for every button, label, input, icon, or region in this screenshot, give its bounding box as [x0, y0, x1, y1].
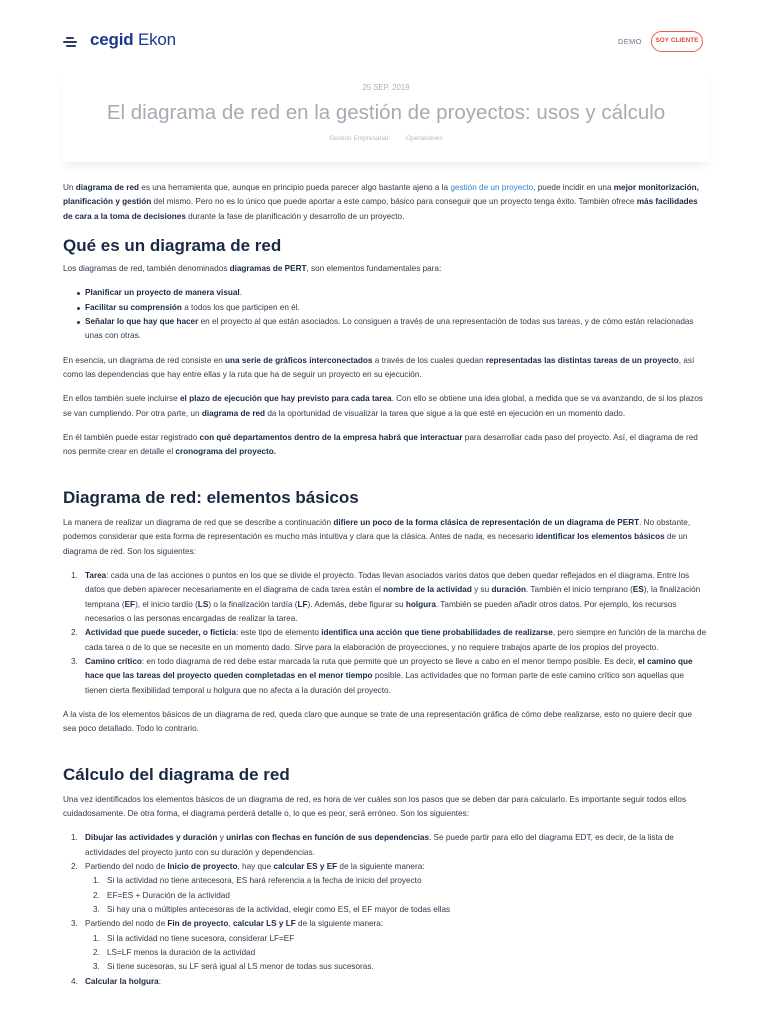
- demo-link[interactable]: DEMO: [618, 37, 642, 46]
- article-title: El diagrama de red en la gestión de proyectos: usos y cálculo: [106, 101, 666, 124]
- list-item: Facilitar su comprensión a todos los que participen en él.: [77, 301, 707, 315]
- numbered-list: [71, 831, 707, 989]
- hamburger-menu-icon[interactable]: [63, 36, 79, 48]
- brand-logo[interactable]: [90, 28, 176, 52]
- numbered-list: [71, 569, 707, 698]
- list-item: 4. Calcular la holgura:: [71, 976, 161, 986]
- list-item: 2. Partiendo del nodo de Inicio de proyecto, hay que calcular ES y EF de la siguiente manera: 1. Si la actividad no tiene antecesora, ES hará referencia a la fecha de inicio del proyecto 2. EF=ES + Duración de la actividad 3. Si hay una o múltiples antecesoras de la actividad, elegir como ES, el EF mayor de todas ellas: [77, 860, 707, 917]
- paragraph: En esencia, un diagrama de red consiste en una serie de gráficos interconectados a través de los cuales quedan representadas las distintas tareas de un proyecto, así como las dependencias que hay entre ellas y la ruta que ha de seguir un proyecto en su ejecución.: [63, 355, 695, 380]
- site-header: [0, 0, 768, 82]
- list-item: 3. Partiendo del nodo de Fin de proyecto, calcular LS y LF de la siguiente manera: 1. Si la actividad no tiene sucesora, considerar LF=EF 2. LS=LF menos la duración de la actividad 3. Si tiene sucesoras, su LF será igual al LS menor de todas sus sucesoras.: [77, 917, 707, 974]
- paragraph: A la vista de los elementos básicos de un diagrama de red, queda claro que aunque se trate de una representación gráfica de cómo debe realizarse, esto no quiere decir que sea poco detallado. Todo lo contrario.: [63, 709, 693, 734]
- section-heading: Diagrama de red: elementos básicos: [63, 487, 359, 507]
- sub-list: [93, 874, 707, 917]
- section-heading: Cálculo del diagrama de red: [63, 764, 290, 784]
- logo-brand: cegid: [90, 30, 134, 49]
- intro-paragraph: Un diagrama de red es una herramienta que, aunque en principio pueda parecer algo bastante ajeno a la gestión de un proyecto, puede incidir en una mejor monitorización, planificación y gestión del mismo. Pero no es lo único que puede aportar a este campo, básico para conseguir que un proyecto tenga éxito. También ofrece más facilidades de cara a la toma de decisiones durante la fase de planificación y desarrollo de un proyecto.: [63, 183, 699, 221]
- list-item: Planificar un proyecto de manera visual.: [77, 286, 707, 300]
- list-item: 1. Tarea: cada una de las acciones o puntos en los que se divide el proyecto. Todas llevan asociados varios datos que deben quedar reflejados en el diagrama. Entre los datos que deben aparecer necesariamente en el diagrama de cada tarea están el nombre de la actividad y su duración. También el inicio temprano (ES), la finalización temprana (EF), el inicio tardío (LS) o la finalización tardía (LF). Además, debe figurar su holgura. También se pueden añadir otros datos. Por ejemplo, los recursos necesarios o las personas encargadas de realizar la tarea.: [71, 570, 701, 623]
- article-tags: [63, 133, 709, 144]
- article-date: 25 SEP. 2019: [362, 83, 410, 92]
- paragraph: La manera de realizar un diagrama de red que se describe a continuación difiere un poco de la forma clásica de representación de un diagrama de PERT. No obstante, podemos considerar que esta forma de representación es mucho más intuitiva y clara que la clásica. Antes de nada, es necesario identificar los elementos básicos de un diagrama de red. Son los siguientes:: [63, 517, 691, 556]
- sub-list-item: 3. Si tiene sucesoras, su LF será igual al LS menor de todas sus sucesoras.: [93, 962, 374, 972]
- list-item: 1. Dibujar las actividades y duración y unirlas con flechas en función de sus dependencias. Se puede partir para ello del diagrama EDT, es decir, de la lista de actividades del proyecto junto con su duración y dependencias.: [71, 833, 674, 857]
- bullet-list: [77, 286, 707, 343]
- sub-list-item: 2. EF=ES + Duración de la actividad: [93, 890, 230, 900]
- tag-link[interactable]: Gestión Empresarial: [329, 135, 389, 142]
- project-management-link[interactable]: gestión de un proyecto: [450, 183, 534, 192]
- sub-list: [93, 932, 707, 975]
- article-body: [63, 181, 707, 999]
- tag-link[interactable]: Operaciones: [405, 135, 443, 142]
- paragraph: En ellos también suele incluirse el plazo de ejecución que hay previsto para cada tarea. Con ello se obtiene una idea global, a medida que se va avanzando, de si los plazos se van cumpliendo. Por otra parte, un diagrama de red da la oportunidad de visualizar la tarea que sigue a la que esté en ejecución en un momento dado.: [63, 394, 703, 418]
- list-item: 3. Camino crítico: en todo diagrama de red debe estar marcada la ruta que permite que un proyecto se lleve a cabo en el menor tiempo posible. Es decir, el camino que hace que las tareas del proyecto queden completadas en el menor tiempo posible. Las actividades que no forman parte de este camino crítico son aquellas que tienen cierta flexibilidad temporal u holgura que no afecta a la duración del proyecto.: [71, 656, 693, 695]
- logo-product: Ekon: [137, 30, 176, 49]
- sub-list-item: 1. Si la actividad no tiene antecesora, ES hará referencia a la fecha de inicio del proyecto: [93, 876, 422, 886]
- list-item: 2. Actividad que puede suceder, o ficticia: este tipo de elemento identifica una acción que tiene probabilidades de realizarse, pero siempre en función de la marcha de cada tarea o de lo que se necesite en un momento dado. Sirve para la elaboración de proyecciones, y no requiere trabajos aparte de los propios del proyecto.: [71, 628, 707, 652]
- soy-cliente-button[interactable]: SOY CLIENTE: [651, 31, 703, 52]
- paragraph: Los diagramas de red, también denominados diagramas de PERT, son elementos fundamentales para:: [63, 264, 442, 274]
- paragraph: Una vez identificados los elementos básicos de un diagrama de red, es hora de ver cuáles son los pasos que se deben dar para calcularlo. Es importante seguir todos ellos cuidadosamente. De otra forma, el diagrama perderá detalle o, lo que es peor, será erróneo. Son los siguientes:: [63, 794, 687, 818]
- sub-list-item: 2. LS=LF menos la duración de la actividad: [93, 948, 256, 958]
- sub-list-item: 3. Si hay una o múltiples antecesoras de la actividad, elegir como ES, el EF mayor de todas ellas: [93, 905, 451, 915]
- paragraph: En él también puede estar registrado con qué departamentos dentro de la empresa habrá que interactuar para desarrollar cada paso del proyecto. Así, el diagrama de red nos permite crear en detalle el cronograma del proyecto.: [63, 433, 698, 457]
- section-heading: Qué es un diagrama de red: [63, 236, 282, 256]
- list-item: Señalar lo que hay que hacer en el proyecto al que están asociados. Lo consiguen a través de una representación de todas sus tareas, y de cómo están relacionadas unas con otras.: [77, 315, 707, 344]
- article-hero: [63, 72, 709, 162]
- sub-list-item: 1. Si la actividad no tiene sucesora, considerar LF=EF: [93, 933, 295, 943]
